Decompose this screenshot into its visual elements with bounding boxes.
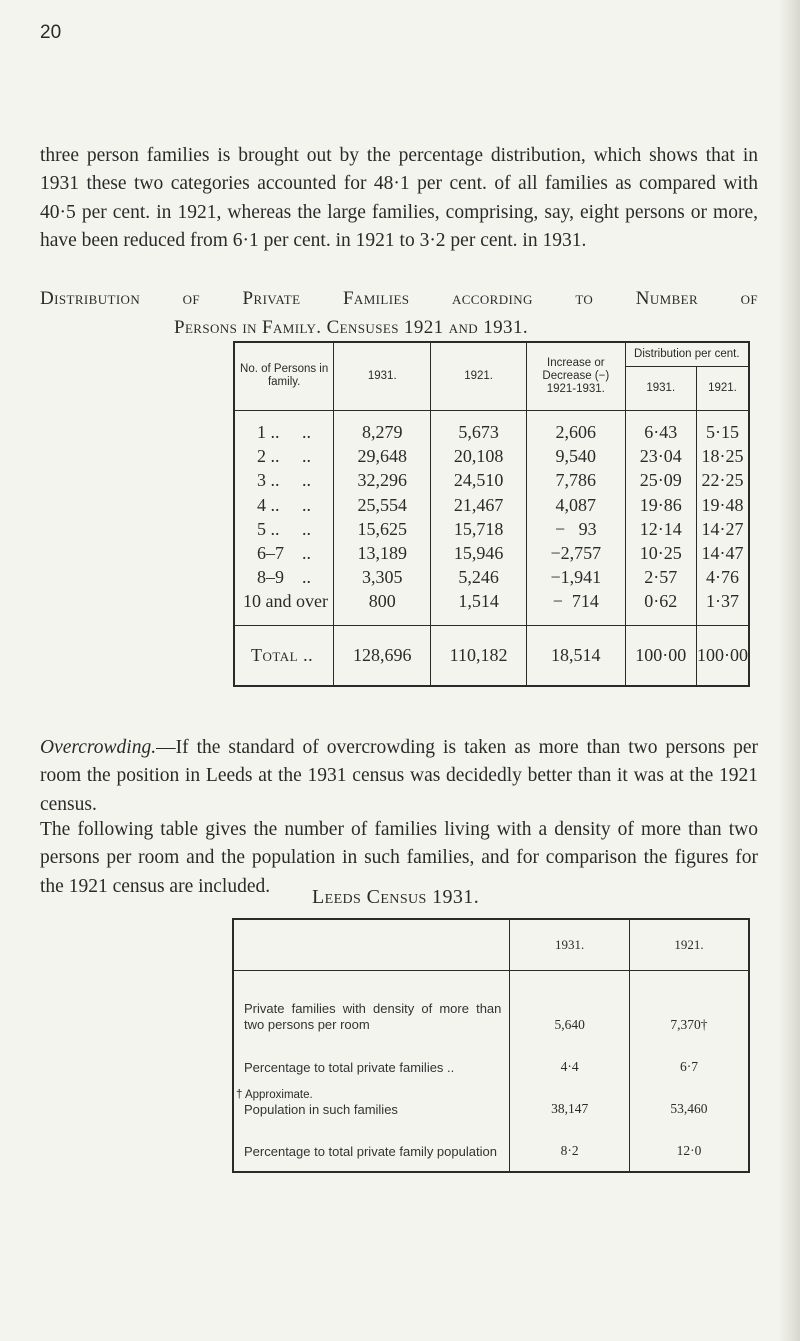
paragraph-overcrowding [40, 734, 758, 819]
cell-1921: 20,108 [431, 444, 527, 468]
leeds-census-heading: Leeds Census 1931. [312, 886, 480, 908]
table-row [233, 1037, 749, 1079]
cell-1921: 5,673 [431, 420, 527, 444]
overcrowding-header-blank [233, 919, 510, 971]
cell-change: −2,757 [527, 541, 626, 565]
cell-1921: 21,467 [431, 493, 527, 517]
distribution-heading [40, 284, 758, 342]
family-distribution-table [233, 341, 750, 687]
cell-1931: 15,625 [334, 517, 431, 541]
cell-1921: 15,718 [431, 517, 527, 541]
cell-1921: 5,246 [431, 565, 527, 589]
table-row [234, 468, 749, 492]
overcrowding-header-1921: 1921. [629, 919, 749, 971]
cell-dist-1931: 25·09 [625, 468, 696, 492]
overcrowding-body: —If the standard of overcrowding is taken as more than two persons per room the position in Leeds at the 1931 census was decidedly better than it was at the 1921 census. [40, 737, 758, 815]
table-row [233, 971, 749, 1037]
cell-change: 9,540 [527, 444, 626, 468]
cell-change: 7,786 [527, 468, 626, 492]
cell-1921: 24,510 [431, 468, 527, 492]
overcrowding-lead: Overcrowding. [40, 737, 157, 758]
row-label: 1 .. .. [257, 422, 311, 442]
cell-dist-1921: 19·48 [696, 493, 749, 517]
footnote-approximate: † Approximate. [236, 1089, 313, 1101]
total-label: Total .. [251, 644, 314, 665]
cell-dist-1921: 18·25 [696, 444, 749, 468]
cell-1931: 3,305 [334, 565, 431, 589]
row-label: Percentage to total private family population [244, 1143, 497, 1159]
cell-dist-1931: 0·62 [625, 589, 696, 613]
total-change: 18,514 [527, 626, 626, 686]
cell-dist-1931: 23·04 [625, 444, 696, 468]
row-label: 4 .. .. [257, 494, 311, 515]
row-label: 5 .. .. [257, 518, 311, 539]
cell-1931: 5,640 [510, 971, 630, 1037]
table-row [234, 444, 749, 468]
header-1921: 1921. [431, 342, 527, 410]
row-label: Population in such families [244, 1101, 398, 1117]
cell-change: − 93 [527, 517, 626, 541]
cell-dist-1921: 22·25 [696, 468, 749, 492]
row-label: 10 and over [243, 591, 328, 612]
cell-change: − 714 [527, 589, 626, 613]
table-row [234, 420, 749, 444]
total-dist-1931: 100·00 [625, 626, 696, 686]
cell-change: 2,606 [527, 420, 626, 444]
header-dist-1931: 1931. [625, 366, 696, 410]
cell-1921: 6·7 [629, 1037, 749, 1079]
page-edge-shadow [778, 0, 800, 1341]
row-label: 2 .. .. [257, 446, 311, 467]
table-row [233, 1121, 749, 1172]
cell-1931: 8·2 [510, 1121, 630, 1172]
header-1931: 1931. [334, 342, 431, 410]
cell-1931: 800 [334, 589, 431, 613]
cell-dist-1931: 2·57 [625, 565, 696, 589]
header-dist-1921: 1921. [696, 366, 749, 410]
table-row [234, 565, 749, 589]
row-label: 6–7 .. [257, 543, 311, 564]
total-1921: 110,182 [431, 626, 527, 686]
page-number: 20 [40, 22, 62, 43]
total-1931: 128,696 [334, 626, 431, 686]
distribution-heading-line-2: Persons in Family. Censuses 1921 and 1931. [174, 317, 528, 338]
cell-dist-1921: 5·15 [696, 420, 749, 444]
total-row [234, 626, 749, 686]
table-row [234, 493, 749, 517]
cell-1921: 15,946 [431, 541, 527, 565]
distribution-heading-line-1: Distribution of Private Families according to Number of [40, 288, 758, 309]
cell-1921: 7,370† [629, 971, 749, 1037]
cell-dist-1931: 19·86 [625, 493, 696, 517]
paragraph-percentage-distribution: three person families is brought out by the percentage distribution, which shows that in 1931 these two categories accounted for 48·1 per cent. of all families as compared with 40·5 per cent. in 1921, whereas the large families, comprising, say, eight persons or more, have been reduced from 6·1 per cent. in 1921 to 3·2 per cent. in 1931. [40, 145, 758, 252]
cell-1921: 1,514 [431, 589, 527, 613]
header-change: Increase or Decrease (−) 1921-1931. [527, 342, 626, 410]
cell-1931: 8,279 [334, 420, 431, 444]
row-label: 8–9 .. [257, 567, 311, 588]
cell-1931: 29,648 [334, 444, 431, 468]
overcrowding-header-1931: 1931. [510, 919, 630, 971]
cell-dist-1931: 6·43 [625, 420, 696, 444]
cell-dist-1921: 1·37 [696, 589, 749, 613]
table-row [234, 541, 749, 565]
total-dist-1921: 100·00 [696, 626, 749, 686]
cell-dist-1921: 14·47 [696, 541, 749, 565]
cell-1931: 25,554 [334, 493, 431, 517]
header-distribution: Distribution per cent. [625, 342, 749, 366]
row-label: Private families with density of more than two persons per room [244, 1000, 502, 1032]
cell-1931: 38,147 [510, 1079, 630, 1121]
cell-1921: 12·0 [629, 1121, 749, 1172]
cell-1931: 4·4 [510, 1037, 630, 1079]
cell-dist-1931: 12·14 [625, 517, 696, 541]
cell-1921: 53,460 [629, 1079, 749, 1121]
cell-1931: 32,296 [334, 468, 431, 492]
paragraph-following-table: The following table gives the number of families living with a density of more than two persons per room and the population in such families, and for comparison the figures for the 1921 census are included. [40, 819, 758, 897]
header-persons: No. of Persons in family. [234, 342, 334, 410]
cell-dist-1921: 14·27 [696, 517, 749, 541]
row-label: 3 .. .. [257, 470, 311, 491]
table-row [234, 517, 749, 541]
cell-change: 4,087 [527, 493, 626, 517]
cell-1931: 13,189 [334, 541, 431, 565]
cell-dist-1921: 4·76 [696, 565, 749, 589]
cell-change: −1,941 [527, 565, 626, 589]
cell-dist-1931: 10·25 [625, 541, 696, 565]
table-row [234, 589, 749, 613]
row-label: Percentage to total private families .. [244, 1059, 455, 1075]
overcrowding-table [232, 918, 750, 1173]
